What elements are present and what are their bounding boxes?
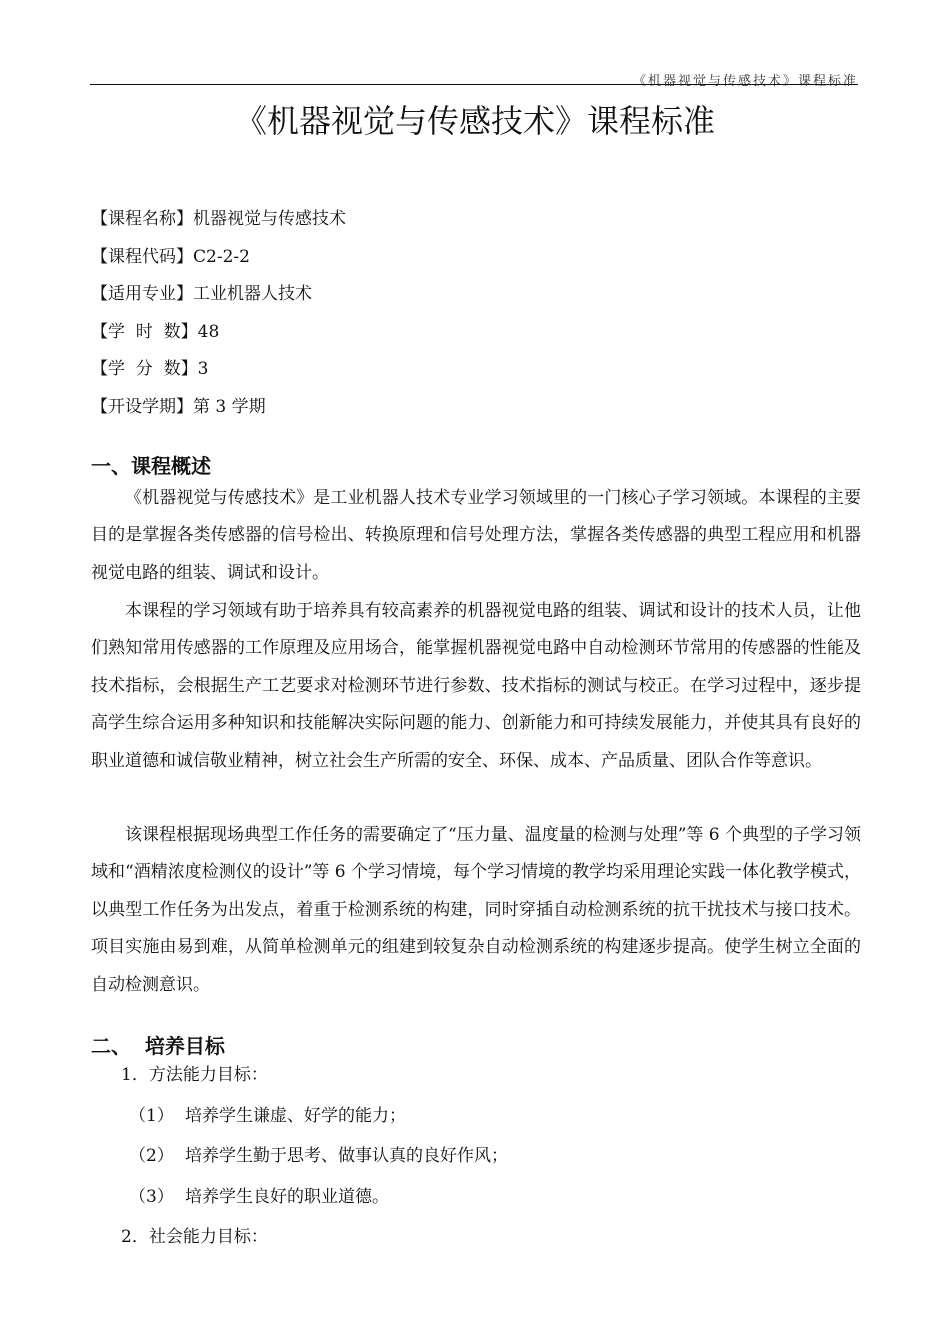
- item-text: 培养学生勤于思考、做事认真的良好作风；: [185, 1146, 508, 1166]
- course-info-hours: [91, 317, 346, 355]
- info-label: 【课程名称】: [91, 209, 193, 229]
- document-title: 《机器视觉与传感技术》课程标准: [234, 102, 715, 140]
- course-info-list: [91, 204, 346, 429]
- info-value: 机器视觉与传感技术: [193, 209, 346, 229]
- info-label: 【学 时 数】: [91, 321, 198, 342]
- item-number: （3）: [129, 1186, 174, 1207]
- course-info-credits: [91, 354, 346, 392]
- overview-paragraph-1: 《机器视觉与传感技术》是工业机器人技术专业学习领域里的一门核心子学习领域。本课程的主要目的是掌握各类传感器的信号检出、转换原理和信号处理方法，掌握各类传感器的典型工程应用和机器视觉电路的组装、调试和设计。: [91, 488, 861, 583]
- info-value: 48: [197, 321, 220, 342]
- info-value: 工业机器人技术: [193, 284, 312, 304]
- overview-paragraph-2: 本课程的学习领域有助于培养具有较高素养的机器视觉电路的组装、调试和设计的技术人员，让他们熟知常用传感器的工作原理及应用场合，能掌握机器视觉电路中自动检测环节常用的传感器的性能及技术指标，会根据生产工艺要求对检测环节进行参数、技术指标的测试与校正。在学习过程中，逐步提高学生综合运用多种知识和技能解决实际问题的能力、创新能力和可持续发展能力，并使其具有良好的职业道德和诚信敬业精神，树立社会生产所需的安全、环保、成本、产品质量、团队合作等意识。: [91, 601, 861, 771]
- course-info-code: [91, 242, 346, 280]
- info-label: 【学 分 数】: [91, 359, 198, 379]
- item-number: （1）: [129, 1105, 174, 1126]
- goals-list: [91, 1060, 508, 1263]
- info-label: 【开设学期】: [91, 396, 193, 417]
- course-info-name: [91, 204, 346, 242]
- section-heading-overview: 一、课程概述: [91, 454, 211, 478]
- overview-paragraph-3: 该课程根据现场典型工作任务的需要确定了“压力量、温度量的检测与处理”等 6 个典型的子学习领域和“酒精浓度检测仪的设计”等 6 个学习情境，每个学习情境的教学均采用理论实践一体化教学模式，以典型工作任务为出发点，着重于检测系统的构建，同时穿插自动检测系统的抗干扰技术与接口技术。项目实施由易到难，从简单检测单元的组建到较复杂自动检测系统的构建逐步提高。使学生树立全面的自动检测意识。: [91, 825, 862, 995]
- info-label: 【适用专业】: [91, 284, 193, 304]
- info-value: 3: [197, 359, 209, 379]
- goal-social-heading: 2．社会能力目标：: [121, 1227, 268, 1247]
- running-header: 《机器视觉与传感技术》课程标准: [632, 74, 858, 89]
- item-text: 培养学生良好的职业道德。: [185, 1186, 389, 1207]
- info-value: C2-2-2: [193, 246, 250, 267]
- info-label: 【课程代码】: [91, 246, 193, 267]
- item-text: 培养学生谦虚、好学的能力；: [185, 1105, 406, 1126]
- list-item: [91, 1141, 508, 1182]
- course-info-major: [91, 279, 346, 317]
- course-info-semester: [91, 392, 346, 430]
- goal-method-heading: 1．方法能力目标：: [121, 1065, 268, 1085]
- header-divider: [90, 84, 858, 85]
- info-value: 第 3 学期: [193, 396, 266, 417]
- list-item: [91, 1101, 508, 1142]
- section-heading-goals: 二、 培养目标: [91, 1034, 225, 1058]
- item-number: （2）: [129, 1146, 174, 1166]
- list-item: [91, 1182, 508, 1223]
